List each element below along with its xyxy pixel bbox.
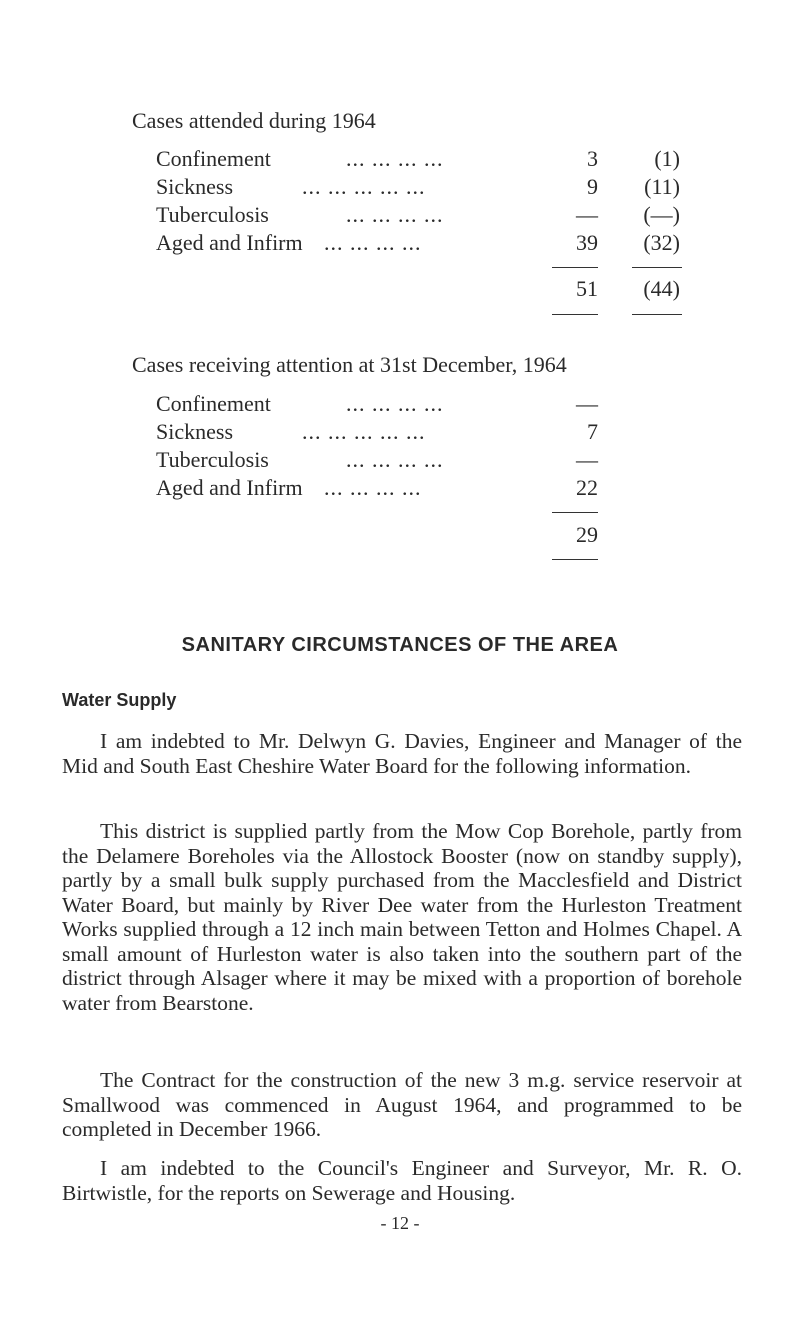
table1-row-value: 9 [587, 174, 598, 199]
table2-row-value: — [576, 447, 598, 472]
table1-subtotal-rule-prev [632, 267, 682, 268]
table2-row-label: Sickness [156, 419, 233, 444]
table2-title: Cases receiving attention at 31st December, 1964 [132, 352, 567, 377]
table2-row-dots: ... ... ... ... [324, 475, 422, 500]
table2-row-dots: ... ... ... ... [346, 447, 444, 472]
section-heading: SANITARY CIRCUMSTANCES OF THE AREA [181, 634, 619, 656]
table2-row-label: Confinement [156, 391, 271, 416]
table1-total-rule-prev [632, 314, 682, 315]
table2-subtotal-rule [552, 512, 598, 513]
table1-row-label: Aged and Infirm [156, 230, 303, 255]
table2-row-value: 22 [576, 475, 598, 500]
table2-total-rule [552, 559, 598, 560]
paragraph: I am indebted to Mr. Delwyn G. Davies, Engineer and Manager of the Mid and South East Cheshire Water Board for the following information. [62, 729, 742, 778]
table1-row-dots: ... ... ... ... [346, 202, 444, 227]
table1-total-value: 51 [576, 276, 598, 301]
table1-title: Cases attended during 1964 [132, 108, 376, 133]
table1-row-label: Confinement [156, 146, 271, 171]
table1-row-prev: (11) [644, 174, 680, 199]
table2-row-dots: ... ... ... ... ... [302, 419, 426, 444]
table1-row-dots: ... ... ... ... ... [302, 174, 426, 199]
table2-row-value: — [576, 391, 598, 416]
table1-row-dots: ... ... ... ... [324, 230, 422, 255]
table2-row-label: Tuberculosis [156, 447, 269, 472]
table1-row-label: Tuberculosis [156, 202, 269, 227]
table1-row-prev: (—) [643, 202, 680, 227]
subheading-water-supply: Water Supply [62, 690, 177, 710]
table1-row-prev: (32) [643, 230, 680, 255]
table1-subtotal-rule [552, 267, 598, 268]
table1-row-value: 3 [587, 146, 598, 171]
paragraph: I am indebted to the Council's Engineer and Surveyor, Mr. R. O. Birtwistle, for the reports on Sewerage and Housing. [62, 1156, 742, 1205]
table2-total-value: 29 [576, 522, 598, 547]
table2-row-dots: ... ... ... ... [346, 391, 444, 416]
table1-row-label: Sickness [156, 174, 233, 199]
table1-row-value: 39 [576, 230, 598, 255]
paragraph: This district is supplied partly from the Mow Cop Borehole, partly from the Delamere Boreholes via the Allostock Booster (now on standby supply), partly by a small bulk supply purchased from the Macclesfield and District Water Board, but mainly by River Dee water from the Hurleston Treatment Works supplied through a 12 inch main between Tetton and Holmes Chapel. A small amount of Hurleston water is also taken into the southern part of the district through Alsager where it may be mixed with a proportion of borehole water from Bearstone. [62, 819, 742, 1015]
table1-row-dots: ... ... ... ... [346, 146, 444, 171]
table1-row-prev: (1) [654, 146, 680, 171]
table2-row-value: 7 [587, 419, 598, 444]
table1-total-rule [552, 314, 598, 315]
page-number: - 12 - [380, 1213, 420, 1233]
paragraph: The Contract for the construction of the new 3 m.g. service reservoir at Smallwood was commenced in August 1964, and programmed to be completed in December 1966. [62, 1068, 742, 1141]
table1-row-value: — [576, 202, 598, 227]
table1-total-prev: (44) [643, 276, 680, 301]
table2-row-label: Aged and Infirm [156, 475, 303, 500]
